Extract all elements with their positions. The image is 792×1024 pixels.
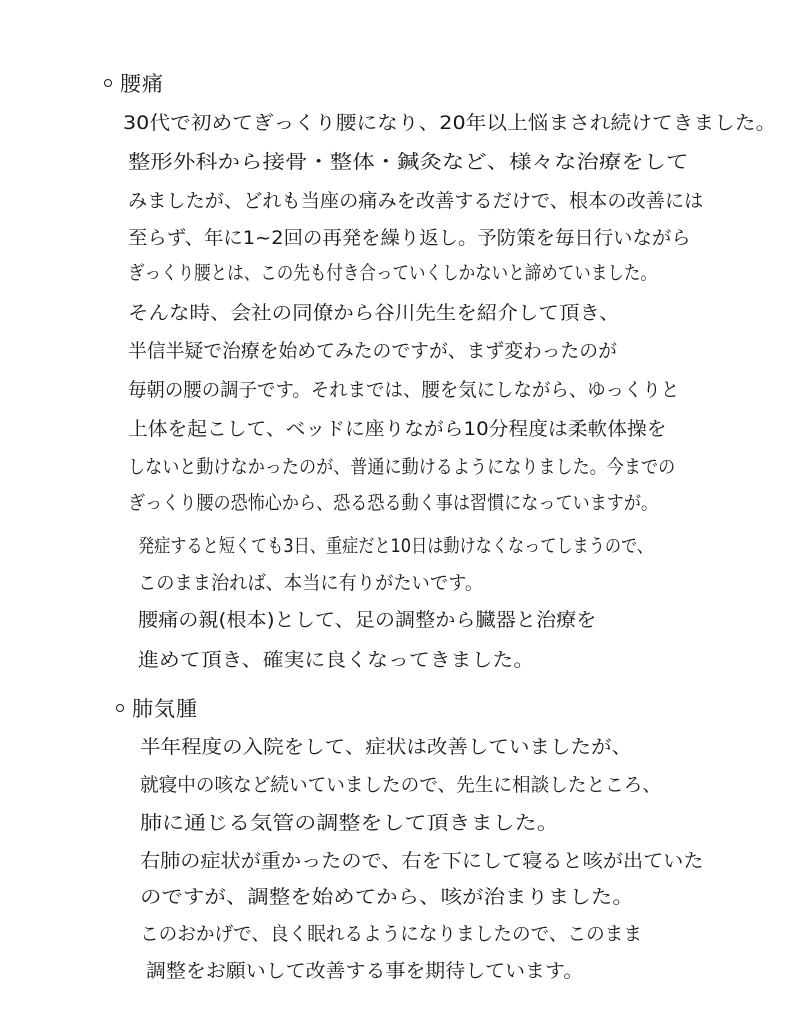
- bullet-circle-icon: [104, 79, 112, 87]
- text-line: 就寝中の咳など続いていましたので、先生に相談したところ、: [140, 774, 661, 796]
- text-line: 上体を起こして、ベッドに座りながら10分程度は柔軟体操を: [128, 418, 667, 440]
- text-line: ぎっくり腰の恐怖心から、恐る恐る動く事は習慣になっていますが。: [128, 492, 659, 514]
- text-line: 肺に通じる気管の調整をして頂きました。: [140, 812, 559, 834]
- text-line: のですが、調整を始めてから、咳が治まりました。: [140, 886, 634, 908]
- text-line: 腰痛の親(根本)として、足の調整から臓器と治療を: [138, 609, 597, 631]
- text-line: このおかげで、良く眠れるようになりましたので、このまま: [140, 923, 643, 945]
- heading-text: 肺気腫: [132, 697, 198, 721]
- text-line: 調整をお願いして改善する事を期待しています。: [146, 960, 584, 982]
- text-line: 毎朝の腰の調子です。それまでは、腰を気にしながら、ゆっくりと: [128, 379, 680, 401]
- text-line: ぎっくり腰とは、この先も付き合っていくしかないと諦めていました。: [128, 262, 657, 284]
- text-line: そんな時、会社の同僚から谷川先生を紹介して頂き、: [128, 302, 620, 324]
- text-line: 至らず、年に1~2回の再発を繰り返し。予防策を毎日行いながら: [128, 227, 691, 249]
- text-line: みましたが、どれも当座の痛みを改善するだけで、根本の改善には: [128, 190, 704, 212]
- text-line: このまま治れば、本当に有りがたいです。: [138, 572, 484, 594]
- section-heading-back-pain: [104, 68, 164, 98]
- text-line: 進めて頂き、確実に良くなってきました。: [138, 649, 535, 671]
- text-line: 半年程度の入院をして、症状は改善していましたが、: [140, 736, 633, 758]
- text-line: 整形外科から接骨・整体・鍼灸など、様々な治療をして: [128, 151, 689, 173]
- text-line: 発症すると短くても3日、重症だと10日は動けなくなってしまうので、: [138, 535, 654, 557]
- text-line: 半信半疑で治療を始めてみたのですが、まず変わったのが: [128, 340, 617, 362]
- text-line: しないと動けなかったのが、普通に動けるようになりました。今までの: [128, 456, 676, 478]
- bullet-circle-icon: [116, 704, 124, 712]
- section-heading-emphysema: [116, 693, 198, 723]
- heading-text: 腰痛: [120, 72, 164, 96]
- text-line: 右肺の症状が重かったので、右を下にして寝ると咳が出ていた: [140, 850, 704, 872]
- text-line: 30代で初めてぎっくり腰になり、20年以上悩まされ続けてきました。: [123, 112, 777, 134]
